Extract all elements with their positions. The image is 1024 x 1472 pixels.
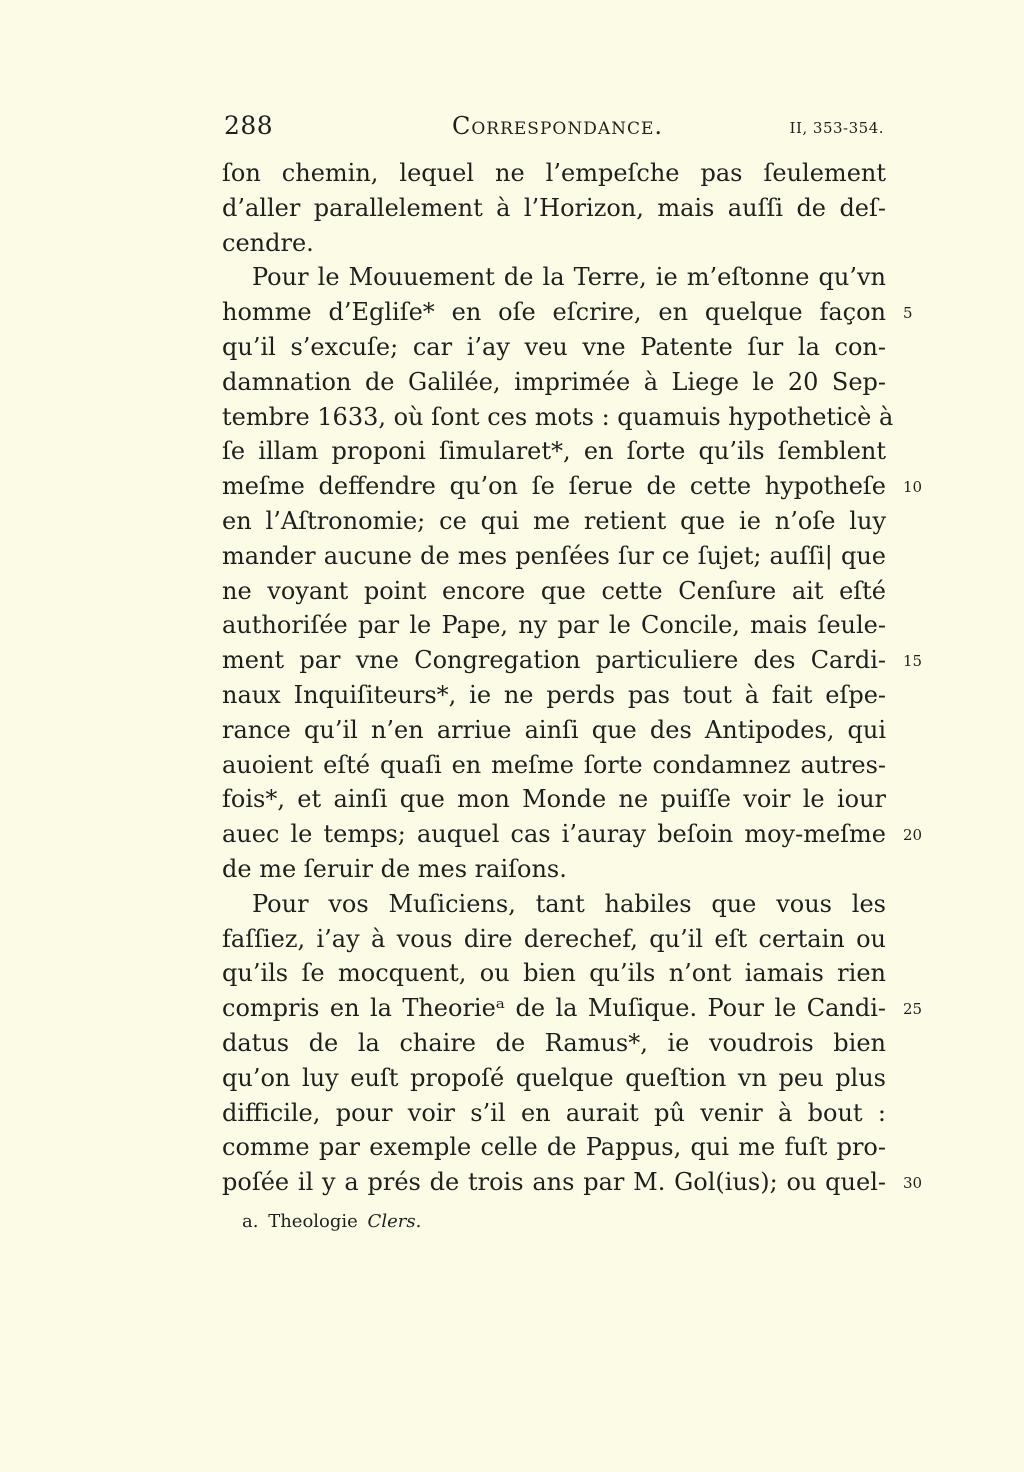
text-line: qu’on luy euſt propoſé quelque queſtion vn peu plus	[222, 1063, 886, 1092]
running-title: Correspondance.	[452, 112, 664, 140]
footnote	[242, 1208, 421, 1236]
footnote-label: a.	[242, 1211, 259, 1232]
text-line: de me ſeruir de mes raiſons.	[222, 854, 567, 883]
footnote-text: Theologie	[268, 1211, 358, 1232]
page-number: 288	[224, 111, 274, 140]
text-line: damnation de Galilée, imprimée à Liege le 20 Sep-	[222, 367, 886, 396]
text-line: rance qu’il n’en arriue ainſi que des Antipodes, qui	[222, 715, 886, 744]
text-line: faſſiez, i’ay à vous dire derechef, qu’il eſt certain ou	[222, 924, 886, 953]
text-line: datus de la chaire de Ramus*, ie voudrois bien	[222, 1028, 886, 1057]
text-line: fois*, et ainſi que mon Monde ne puiſſe voir le iour	[222, 785, 886, 814]
line-number: 20	[903, 826, 923, 844]
text-line: qu’ils ſe mocquent, ou bien qu’ils n’ont iamais rien	[222, 959, 886, 988]
line-number: 5	[903, 304, 913, 322]
text-line: auoient eſté quaſi en meſme ſorte condamnez autres-	[222, 750, 886, 779]
text-line: homme d’Egliſe* en oſe eſcrire, en quelque façon	[222, 298, 886, 327]
running-header	[222, 108, 886, 144]
text-line: authoriſée par le Pape, ny par le Concile, mais ſeule-	[222, 611, 886, 640]
line-number: 30	[903, 1174, 923, 1192]
text-line: difficile, pour voir s’il en aurait pû venir à bout :	[222, 1098, 886, 1127]
text-line: auec le temps; auquel cas i’auray beſoin moy-meſme	[222, 820, 886, 849]
line-number: 10	[903, 478, 923, 496]
text-line: tembre 1633, où ſont ces mots : quamuis hypotheticè à	[222, 402, 894, 431]
text-line: ment par vne Congregation particuliere des Cardi-	[222, 646, 886, 675]
footnote-source: Clers.	[367, 1211, 422, 1232]
text-line: qu’il s’excuſe; car i’ay veu vne Patente ſur la con-	[222, 332, 886, 361]
text-line: mander aucune de mes penſées ſur ce ſujet; auſſi| que	[222, 541, 886, 570]
text-line: Pour le Mouuement de la Terre, ie m’eſtonne qu’vn	[252, 263, 886, 292]
text-line: comme par exemple celle de Pappus, qui me fuſt pro-	[222, 1133, 886, 1162]
line-number: 15	[903, 652, 923, 670]
text-line: ſe illam proponi ſimularet*, en ſorte qu’ils ſemblent	[222, 437, 886, 466]
text-line: naux Inquiſiteurs*, ie ne perds pas tout à fait eſpe-	[222, 680, 886, 709]
text-line: cendre.	[222, 228, 314, 257]
text-line: Pour vos Muſiciens, tant habiles que vous les	[252, 889, 886, 918]
page-range: II, 353-354.	[789, 119, 884, 137]
line-number: 25	[903, 1000, 923, 1018]
text-line: en l’Aſtronomie; ce qui me retient que ie n’oſe luy	[222, 506, 886, 535]
text-line: d’aller parallelement à l’Horizon, mais auſſi de deſ-	[222, 193, 886, 222]
text-line: poſée il y a prés de trois ans par M. Gol(ius); ou quel-	[222, 1168, 886, 1197]
text-line: ne voyant point encore que cette Cenſure ait eſté	[222, 576, 886, 605]
letter-text	[222, 156, 894, 1200]
text-line: compris en la Theorieᵃ de la Muſique. Pour le Candi-	[222, 994, 886, 1023]
text-line: ſon chemin, lequel ne l’empeſche pas ſeulement	[222, 159, 886, 187]
text-line: meſme deffendre qu’on ſe ſerue de cette hypotheſe	[222, 472, 886, 501]
